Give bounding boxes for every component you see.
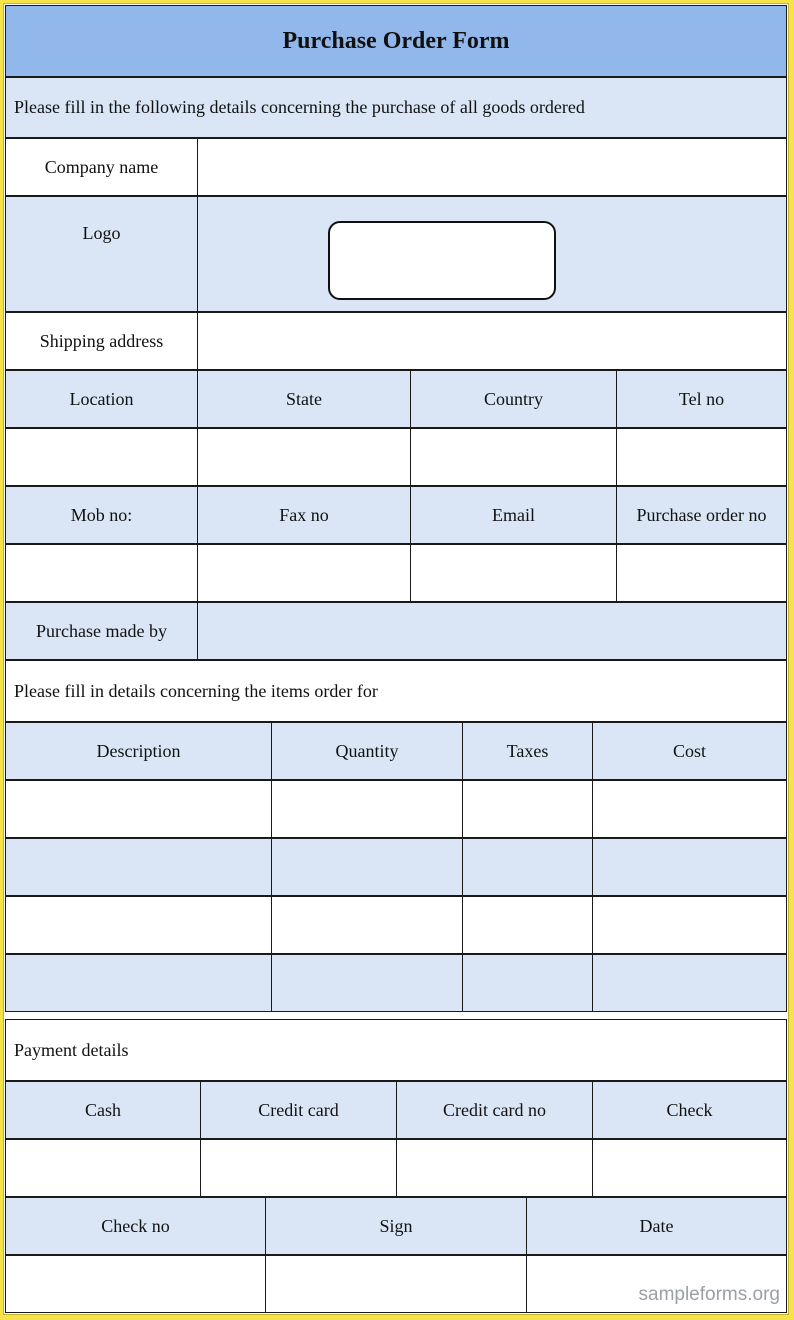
- check-field[interactable]: [592, 1139, 787, 1197]
- location-header-row: [5, 370, 787, 428]
- table-row: [5, 954, 787, 1012]
- cost-field[interactable]: [592, 780, 787, 838]
- check-header-row: [5, 1197, 787, 1255]
- company-name-field[interactable]: [197, 138, 787, 196]
- purchase-order-no-field[interactable]: [616, 544, 787, 602]
- state-header: State: [197, 370, 411, 428]
- items-header-row: [5, 722, 787, 780]
- quantity-header: Quantity: [271, 722, 463, 780]
- description-field[interactable]: [5, 896, 272, 954]
- mob-no-field[interactable]: [5, 544, 198, 602]
- check-no-header: Check no: [5, 1197, 266, 1255]
- table-row: [5, 896, 787, 954]
- logo-label: Logo: [5, 196, 198, 312]
- shipping-address-field[interactable]: [197, 312, 787, 370]
- location-header: Location: [5, 370, 198, 428]
- date-header: Date: [526, 1197, 787, 1255]
- email-header: Email: [410, 486, 617, 544]
- description-field[interactable]: [5, 780, 272, 838]
- cost-header: Cost: [592, 722, 787, 780]
- state-field[interactable]: [197, 428, 411, 486]
- table-row: [5, 838, 787, 896]
- purchase-made-by-row: [5, 602, 787, 660]
- purchase-made-by-field[interactable]: [197, 602, 787, 660]
- description-header: Description: [5, 722, 272, 780]
- cash-field[interactable]: [5, 1139, 201, 1197]
- tel-no-header: Tel no: [616, 370, 787, 428]
- taxes-field[interactable]: [462, 954, 593, 1012]
- taxes-field[interactable]: [462, 896, 593, 954]
- watermark: sampleforms.org: [638, 1284, 780, 1305]
- intro-row: [5, 77, 787, 138]
- fax-no-header: Fax no: [197, 486, 411, 544]
- check-header: Check: [592, 1081, 787, 1139]
- payment-title-row: [5, 1019, 787, 1081]
- cost-field[interactable]: [592, 954, 787, 1012]
- items-intro-text: Please fill in details concerning the items order for: [5, 660, 787, 722]
- contact-header-row: [5, 486, 787, 544]
- country-field[interactable]: [410, 428, 617, 486]
- payment-details-title: Payment details: [5, 1019, 787, 1081]
- fax-no-field[interactable]: [197, 544, 411, 602]
- description-field[interactable]: [5, 838, 272, 896]
- logo-upload-box[interactable]: [328, 221, 556, 300]
- location-input-row: [5, 428, 787, 486]
- cost-field[interactable]: [592, 896, 787, 954]
- purchase-order-no-header: Purchase order no: [616, 486, 787, 544]
- contact-input-row: [5, 544, 787, 602]
- logo-cell: [197, 196, 787, 312]
- shipping-address-row: [5, 312, 787, 370]
- credit-card-no-field[interactable]: [396, 1139, 593, 1197]
- mob-no-header: Mob no:: [5, 486, 198, 544]
- credit-card-header: Credit card: [200, 1081, 397, 1139]
- quantity-field[interactable]: [271, 780, 463, 838]
- shipping-address-label: Shipping address: [5, 312, 198, 370]
- credit-card-no-header: Credit card no: [396, 1081, 593, 1139]
- quantity-field[interactable]: [271, 954, 463, 1012]
- description-field[interactable]: [5, 954, 272, 1012]
- intro-text: Please fill in the following details concerning the purchase of all goods ordered: [5, 77, 787, 138]
- email-field[interactable]: [410, 544, 617, 602]
- country-header: Country: [410, 370, 617, 428]
- taxes-header: Taxes: [462, 722, 593, 780]
- taxes-field[interactable]: [462, 838, 593, 896]
- payment-input-row: [5, 1139, 787, 1197]
- sign-field[interactable]: [265, 1255, 527, 1313]
- check-no-field[interactable]: [5, 1255, 266, 1313]
- credit-card-field[interactable]: [200, 1139, 397, 1197]
- cost-field[interactable]: [592, 838, 787, 896]
- quantity-field[interactable]: [271, 838, 463, 896]
- payment-header-row: [5, 1081, 787, 1139]
- table-row: [5, 780, 787, 838]
- company-name-label: Company name: [5, 138, 198, 196]
- form-title: Purchase Order Form: [5, 5, 787, 77]
- company-name-row: [5, 138, 787, 196]
- items-intro-row: [5, 660, 787, 722]
- taxes-field[interactable]: [462, 780, 593, 838]
- tel-no-field[interactable]: [616, 428, 787, 486]
- purchase-made-by-label: Purchase made by: [5, 602, 198, 660]
- cash-header: Cash: [5, 1081, 201, 1139]
- location-field[interactable]: [5, 428, 198, 486]
- sign-header: Sign: [265, 1197, 527, 1255]
- quantity-field[interactable]: [271, 896, 463, 954]
- logo-row: [5, 196, 787, 312]
